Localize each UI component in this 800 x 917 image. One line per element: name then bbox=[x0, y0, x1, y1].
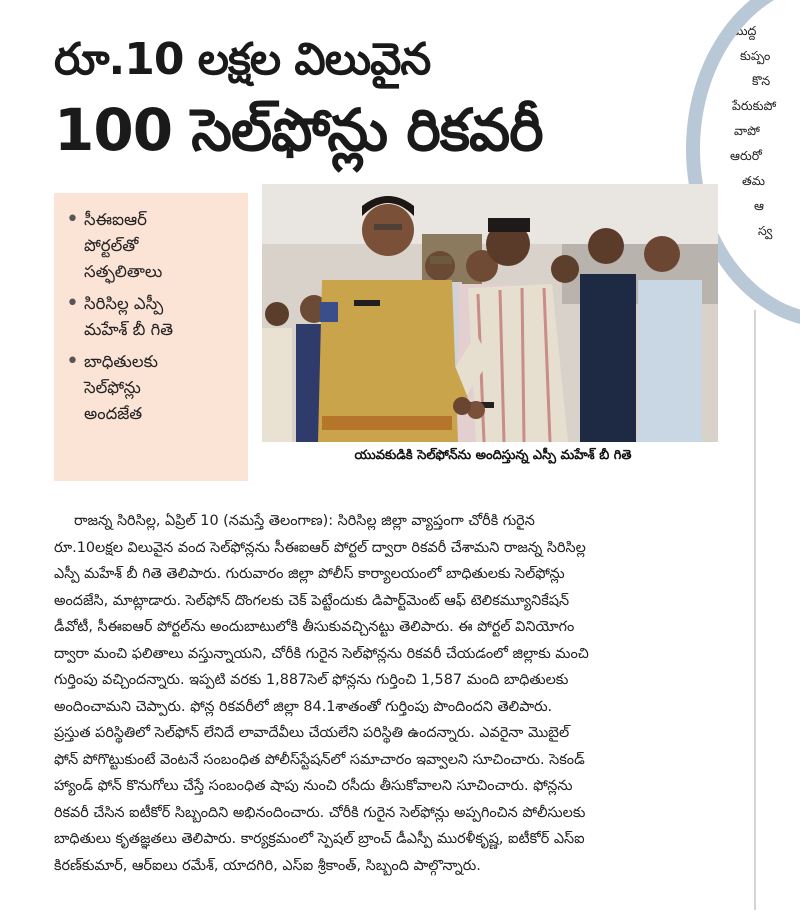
bullet-icon: • bbox=[66, 291, 79, 316]
body-line: ద్వారా మంచి ఫలితాలు వస్తున్నాయని, చోరీకి గురైన సెల్‌ఫోన్లను రికవరీ చేయడంలో జిల్లాకు మంచి bbox=[54, 645, 589, 662]
adjacent-fragment: ముద్ద bbox=[730, 23, 757, 38]
adjacent-fragment: తమ bbox=[742, 173, 765, 188]
highlight-item bbox=[66, 207, 238, 285]
highlight-item bbox=[66, 291, 238, 343]
highlight-item bbox=[66, 349, 238, 427]
adjacent-fragment: స్వ bbox=[758, 223, 773, 238]
column-divider bbox=[754, 310, 756, 910]
highlight-line: బాధితులకు bbox=[84, 352, 158, 371]
adjacent-fragment: ఆరురో bbox=[730, 148, 762, 163]
body-line: హ్యాండ్ ఫోన్ కొనుగోలు చేస్తే సంబంధిత షాపు నుంచి రసీదు తీసుకోవాలని సూచించారు. ఫోన్లను bbox=[54, 778, 573, 794]
highlights-box bbox=[54, 193, 248, 481]
headline-line-2: 100 సెల్‌ఫోన్లు రికవరీ bbox=[54, 96, 543, 164]
adjacent-article-text bbox=[730, 18, 800, 243]
body-line: కిరణ్‌కుమార్, ఆర్ఐలు రమేశ్, యాదగిరి, ఎస్ఐ శ్రీకాంత్, సిబ్బంది పాల్గొన్నారు. bbox=[54, 857, 481, 874]
body-line: ప్రస్తుత పరిస్థితిలో సెల్‌ఫోన్ లేనిదే లావాదేవీలు చేయలేని పరిస్థితి ఉందన్నారు. ఎవరైనా మొబైల్ bbox=[54, 725, 570, 741]
highlight-text bbox=[84, 349, 158, 427]
adjacent-fragment: పేరుకుపో bbox=[732, 98, 777, 113]
highlight-line: సెల్‌ఫోన్లు bbox=[84, 378, 141, 397]
adjacent-fragment: వాపో bbox=[734, 123, 760, 138]
highlight-text bbox=[84, 207, 162, 285]
highlight-line: సిరిసిల్ల ఎస్పీ bbox=[84, 294, 164, 313]
photo-caption: యువకుడికి సెల్‌ఫోన్‌ను అందిస్తున్న ఎస్పీ మహేశ్ బీ గితె bbox=[354, 448, 632, 463]
highlight-line: మహేశ్ బీ గితె bbox=[84, 320, 174, 339]
body-line: ఫోన్ పోగొట్టుకుంటే వెంటనే సంబంధిత పోలీస్‌స్టేషన్‌లో సమాచారం ఇవ్వాలని సూచించారు. సెకండ్ bbox=[54, 751, 585, 768]
body-line: ఎస్పీ మహేశ్ బీ గితె తెలిపారు. గురువారం జిల్లా పోలీస్ కార్యాలయంలో బాధితులకు సెల్‌ఫోన్లు bbox=[54, 566, 565, 582]
body-line: అందించామని చెప్పారు. ఫోన్ల రికవరీలో జిల్లా 84.1శాతంతో గుర్తింపు పొందిందని తెలిపారు. bbox=[54, 698, 553, 715]
bullet-icon: • bbox=[66, 207, 79, 232]
adjacent-fragment: ఆ bbox=[754, 198, 764, 213]
photo-illustration bbox=[262, 184, 718, 442]
body-line: బాధితులు కృతజ్ఞతలు తెలిపారు. కార్యక్రమంలో స్పెషల్ బ్రాంచ్ డీఎస్పీ మురళీకృష్ణ, ఐటీకోర్ ఎస్ఐ bbox=[54, 831, 585, 847]
adjacent-fragment: కుప్పం bbox=[740, 48, 771, 63]
news-photo bbox=[262, 184, 718, 442]
bullet-icon: • bbox=[66, 349, 79, 374]
body-line: రికవరీ చేసిన ఐటీకోర్ సిబ్బందిని అభినందించారు. చోరీకి గురైన సెల్‌ఫోన్లు అప్పగించిన పోలీసులకు bbox=[54, 804, 586, 821]
headline-line-1: రూ.10 లక్షల విలువైన bbox=[54, 34, 431, 85]
highlight-line: అందజేత bbox=[84, 404, 143, 423]
body-line: రూ.10లక్షల విలువైన వంద సెల్‌ఫోన్లను సీఈఐఆర్ పోర్టల్ ద్వారా రికవరీ చేశామని రాజన్న సిరిసిల్ల bbox=[54, 539, 586, 556]
highlight-text bbox=[84, 291, 173, 343]
body-line: గుర్తింపు వచ్చిందన్నారు. ఇప్పటి వరకు 1,887సెల్ ఫోన్లను గుర్తించి 1,587 మంది బాధితులకు bbox=[54, 672, 569, 688]
highlight-line: సత్ఫలితాలు bbox=[84, 262, 163, 281]
highlight-line: పోర్టల్‌తో bbox=[84, 236, 139, 255]
adjacent-fragment: కొన bbox=[752, 73, 771, 88]
body-line: రాజన్న సిరిసిల్ల, ఏప్రిల్ 10 (నమస్తే తెలంగాణ): సిరిసిల్ల జిల్లా వ్యాప్తంగా చోరీకి గురైన bbox=[74, 513, 535, 529]
body-line: అందజేసి, మాట్లాడారు. సెల్‌ఫోన్ దొంగలకు చెక్ పెట్టేందుకు డిపార్ట్‌మెంట్ ఆఫ్ టెలికమ్యూనికేషన్ bbox=[54, 592, 570, 609]
highlight-line: సీఈఐఆర్ bbox=[84, 210, 147, 229]
body-line: డీవోటీ, సీఈఐఆర్ పోర్టల్‌ను అందుబాటులోకి తీసుకువచ్చినట్టు తెలిపారు. ఈ పోర్టల్ వినియోగం bbox=[54, 619, 575, 635]
article-body bbox=[54, 508, 720, 879]
